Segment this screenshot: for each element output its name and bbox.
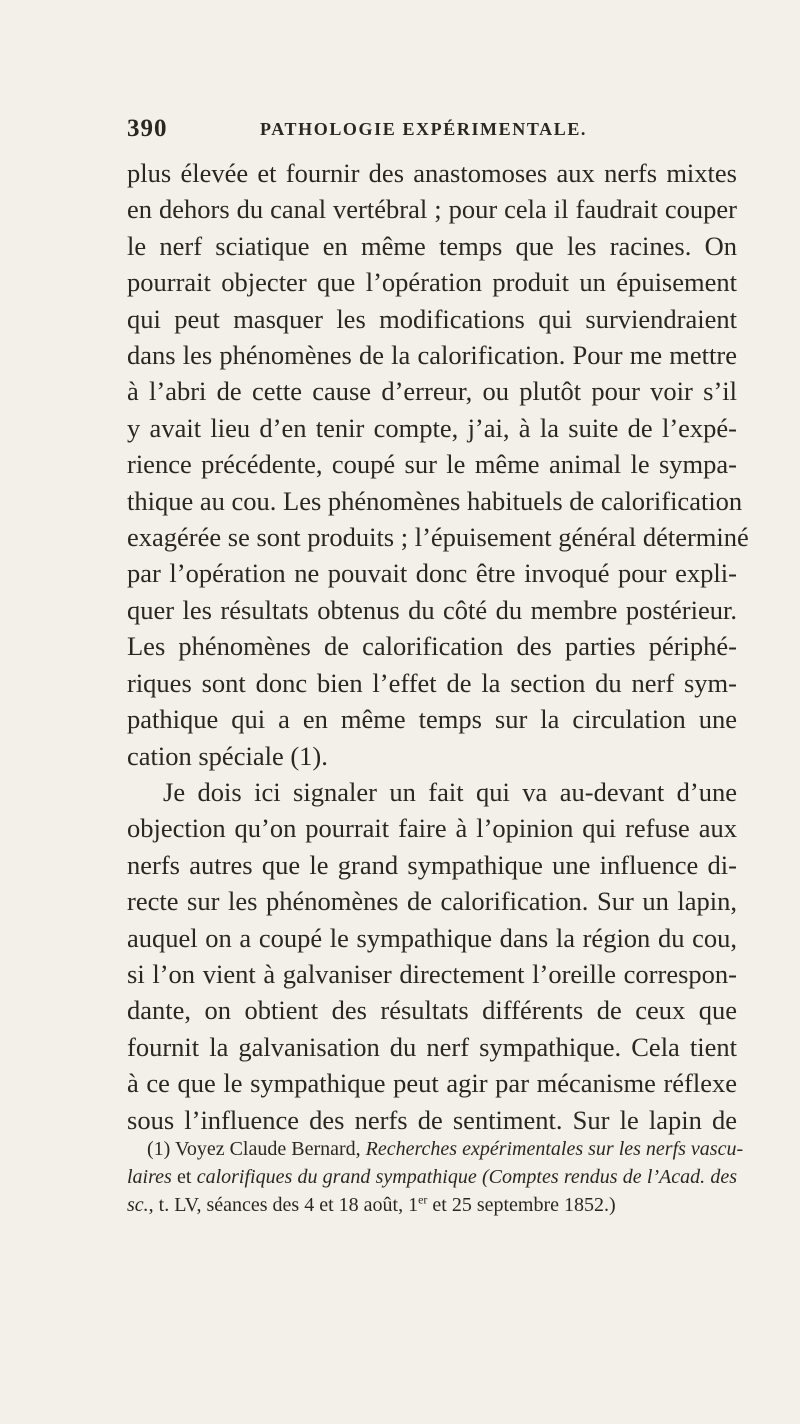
text-line: thique au cou. Les phénomènes habituels de calorification	[127, 485, 743, 516]
footnote-title: calorifiques du grand sympathique (Comptes rendus de l’Acad. des	[196, 1166, 737, 1188]
text-line: auquel on a coupé le sympathique dans la région du cou,	[127, 922, 737, 953]
text-line: plus élevée et fournir des anastomoses aux nerfs mixtes	[127, 158, 737, 188]
text-line: y avait lieu d’en tenir compte, j’ai, à la suite de l’expé-	[127, 412, 737, 443]
footnote-title: laires	[127, 1166, 172, 1188]
text-line: Les phénomènes de calorification des parties périphé-	[127, 631, 737, 662]
running-head: PATHOLOGIE EXPÉRIMENTALE.	[260, 119, 588, 139]
body-text	[127, 155, 749, 1138]
footnote-title: Recherches expérimentales sur les nerfs vascu-	[365, 1138, 744, 1160]
text-line: si l’on vient à galvaniser directement l’oreille correspon-	[127, 958, 737, 989]
footnote	[127, 1135, 744, 1219]
text-line: à l’abri de cette cause d’erreur, ou plutôt pour voir s’il	[127, 376, 737, 407]
text-line: en dehors du canal vertébral ; pour cela il faudrait couper	[127, 194, 737, 225]
footnote-text: et	[171, 1166, 197, 1188]
text-line: par l’opération ne pouvait donc être invoqué pour expli-	[127, 558, 737, 589]
text-line: cation spéciale (1).	[127, 740, 328, 771]
text-line: le nerf sciatique en même temps que les racines. On	[127, 230, 737, 261]
page-number: 390	[127, 115, 168, 142]
text-line: dante, on obtient des résultats différents de ceux que	[127, 995, 737, 1026]
text-line: pourrait objecter que l’opération produit un épuisement	[127, 267, 737, 298]
text-line: exagérée se sont produits ; l’épuisement général déterminé	[127, 522, 749, 553]
text-line: quer les résultats obtenus du côté du membre postérieur.	[127, 594, 737, 625]
text-line: recte sur les phénomènes de calorification. Sur un lapin,	[127, 886, 737, 917]
text-line: objection qu’on pourrait faire à l’opinion qui refuse aux	[127, 813, 737, 844]
footnote-text: (1) Voyez Claude Bernard,	[147, 1138, 366, 1160]
text-line: riques sont donc bien l’effet de la section du nerf sym-	[127, 667, 737, 698]
footnote-superscript: er	[418, 1192, 428, 1207]
footnote-text: , t. LV, séances des 4 et 18 août, 1	[148, 1194, 419, 1216]
footnote-line	[127, 1163, 737, 1191]
footnote-line	[127, 1191, 737, 1219]
text-line: nerfs autres que le grand sympathique une influence di-	[127, 849, 737, 880]
page-header	[127, 115, 727, 145]
text-line: sous l’influence des nerfs de sentiment. Sur le lapin de	[127, 1104, 737, 1135]
footnote-line	[127, 1135, 744, 1163]
footnote-text: et 25 septembre 1852.)	[427, 1194, 616, 1216]
text-line: à ce que le sympathique peut agir par mécanisme réflexe	[127, 1068, 737, 1099]
text-line: dans les phénomènes de la calorification. Pour me mettre	[127, 340, 737, 371]
text-line: pathique qui a en même temps sur la circulation une	[127, 704, 737, 735]
text-line: Je dois ici signaler un fait qui va au-devant d’une	[163, 776, 737, 807]
text-line: fournit la galvanisation du nerf sympathique. Cela tient	[127, 1031, 737, 1062]
footnote-title: sc.	[127, 1194, 149, 1216]
text-line: rience précédente, coupé sur le même animal le sympa-	[127, 449, 737, 480]
text-line: qui peut masquer les modifications qui surviendraient	[127, 303, 737, 334]
